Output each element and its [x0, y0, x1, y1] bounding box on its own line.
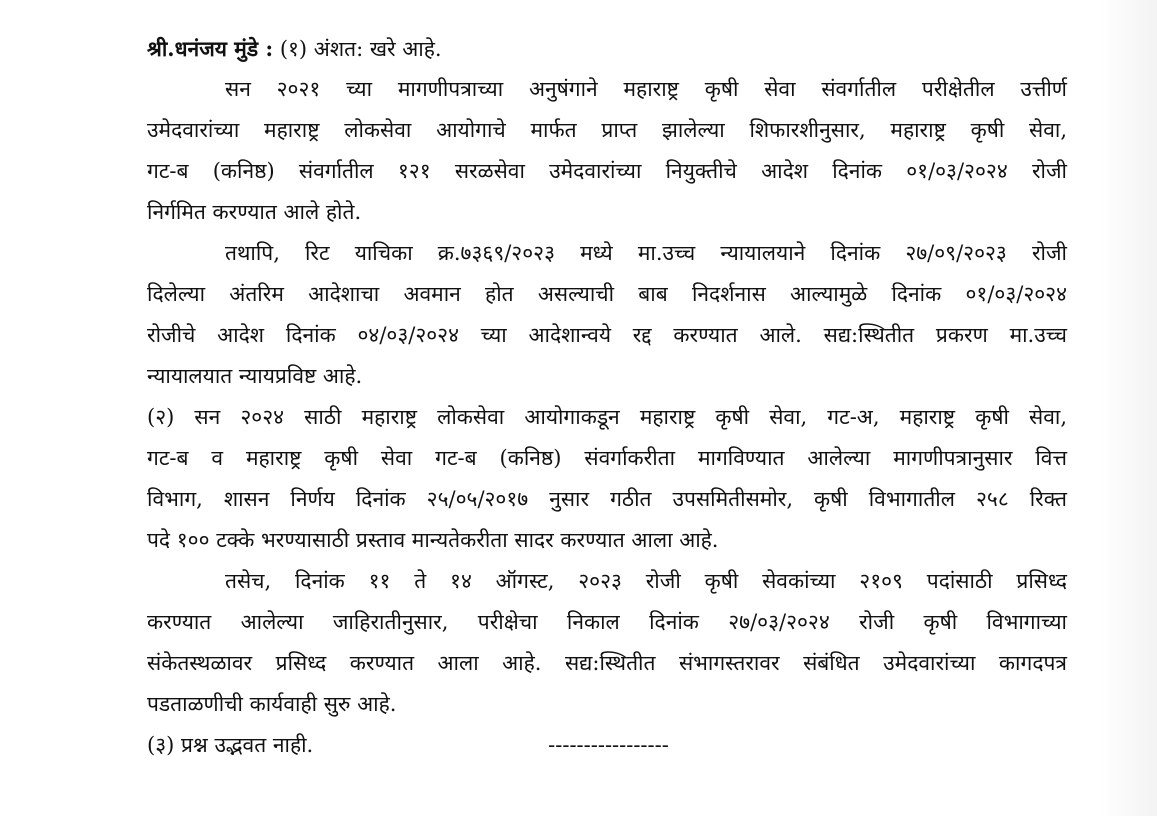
para2-line-3: रोजीचे आदेश दिनांक ०४/०३/२०२४ च्या आदेशान्वये रद्द करण्यात आले. सद्य:स्थितीत प्रकरण मा.उच्च — [147, 323, 1067, 347]
answer-document — [147, 28, 1067, 766]
para1-line-3: गट-ब (कनिष्ठ) संवर्गातील १२१ सरळसेवा उमेदवारांच्या नियुक्तीचे आदेश दिनांक ०१/०३/२०२४ रोजी — [147, 159, 1067, 183]
end-separator: ----------------- — [548, 733, 669, 757]
answer-header-line — [147, 28, 1067, 69]
part1-intro: (१) अंशत: खरे आहे. — [279, 37, 442, 61]
para1-line-1: सन २०२१ च्या मागणीपत्राच्या अनुषंगाने महाराष्ट्र कृषी सेवा संवर्गातील परीक्षेतील उत्तीर्ण — [225, 77, 1067, 101]
para2-line-2: दिलेल्या अंतरिम आदेशाचा अवमान होत असल्याची बाब निदर्शनास आल्यामुळे दिनांक ०१/०३/२०२४ — [147, 282, 1067, 306]
para3-line-1: (२) सन २०२४ साठी महाराष्ट्र लोकसेवा आयोगाकडून महाराष्ट्र कृषी सेवा, गट-अ, महाराष्ट्र कृषी सेवा, — [147, 405, 1067, 429]
para2-line-1: तथापि, रिट याचिका क्र.७३६९/२०२३ मध्ये मा.उच्च न्यायालयाने दिनांक २७/०९/२०२३ रोजी — [225, 241, 1067, 265]
para2-line-4: न्यायालयात न्यायप्रविष्ट आहे. — [147, 364, 363, 388]
para3-line-3: विभाग, शासन निर्णय दिनांक २५/०५/२०१७ नुसार गठीत उपसमितीसमोर, कृषी विभागातील २५८ रिक्त — [147, 487, 1067, 511]
speaker-name: श्री.धनंजय मुंडे : — [147, 36, 274, 61]
para3-line-4: पदे १०० टक्के भरण्यासाठी प्रस्ताव मान्यतेकरीता सादर करण्यात आला आहे. — [147, 528, 719, 552]
para4-line-1: तसेच, दिनांक ११ ते १४ ऑगस्ट, २०२३ रोजी कृषी सेवकांच्या २१०९ पदांसाठी प्रसिध्द — [225, 569, 1067, 593]
para4-line-2: करण्यात आलेल्या जाहिरातीनुसार, परीक्षेचा निकाल दिनांक २७/०३/२०२४ रोजी कृषी विभागाच्या — [147, 610, 1067, 634]
para1-line-4: निर्गमित करण्यात आले होते. — [147, 200, 362, 224]
para4-line-3: संकेतस्थळावर प्रसिध्द करण्यात आला आहे. सद्य:स्थितीत संभागस्तरावर संबंधित उमेदवारांच्या कागदपत्र — [147, 651, 1067, 675]
para4-line-4: पडताळणीची कार्यवाही सुरु आहे. — [147, 692, 397, 716]
para1-line-2: उमेदवारांच्या महाराष्ट्र लोकसेवा आयोगाचे मार्फत प्राप्त झालेल्या शिफारशीनुसार, महाराष्ट्र कृषी सेवा, — [147, 118, 1067, 142]
para3-line-2: गट-ब व महाराष्ट्र कृषी सेवा गट-ब (कनिष्ठ) संवर्गाकरीता मागविण्यात आलेल्या मागणीपत्रानुसार वित्त — [147, 446, 1067, 470]
part3-line: (३) प्रश्न उद्भवत नाही. — [147, 733, 314, 757]
